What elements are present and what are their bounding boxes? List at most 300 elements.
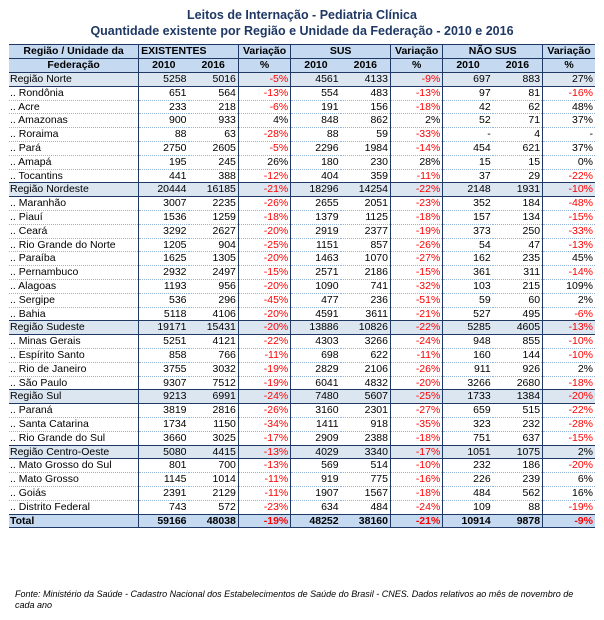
- value-cell: 495: [493, 307, 543, 321]
- variation-cell: -10%: [390, 459, 442, 473]
- value-cell: -: [443, 128, 493, 142]
- value-cell: 2377: [341, 224, 391, 238]
- variation-cell: -10%: [543, 183, 595, 197]
- value-cell: 13886: [291, 321, 341, 335]
- row-label: Região Sul: [9, 390, 139, 404]
- region-row: [9, 183, 595, 197]
- variation-cell: -22%: [390, 321, 442, 335]
- value-cell: 4029: [291, 445, 341, 459]
- value-cell: 1931: [493, 183, 543, 197]
- variation-cell: -11%: [238, 348, 290, 362]
- row-label: .. Amazonas: [9, 114, 139, 128]
- region-row: [9, 321, 595, 335]
- region-row: [9, 390, 595, 404]
- value-cell: 245: [189, 155, 239, 169]
- value-cell: 1145: [139, 473, 189, 487]
- value-cell: 564: [189, 86, 239, 100]
- value-cell: 4133: [341, 73, 391, 87]
- variation-cell: -16%: [390, 473, 442, 487]
- row-label: Região Centro-Oeste: [9, 445, 139, 459]
- value-cell: 1151: [291, 238, 341, 252]
- variation-cell: -17%: [238, 431, 290, 445]
- value-cell: 5285: [443, 321, 493, 335]
- variation-cell: -22%: [543, 169, 595, 183]
- variation-cell: -15%: [543, 210, 595, 224]
- value-cell: 9878: [493, 514, 543, 528]
- value-cell: 29: [493, 169, 543, 183]
- year-header: 2010: [139, 59, 189, 73]
- table-row: [9, 473, 595, 487]
- value-cell: 1305: [189, 252, 239, 266]
- table-row: [9, 307, 595, 321]
- beds-table: [9, 44, 595, 528]
- variation-cell: -22%: [238, 335, 290, 349]
- value-cell: 19171: [139, 321, 189, 335]
- value-cell: 160: [443, 348, 493, 362]
- table-row: [9, 279, 595, 293]
- value-cell: 1259: [189, 210, 239, 224]
- value-cell: 48252: [291, 514, 341, 528]
- value-cell: 918: [341, 417, 391, 431]
- value-cell: 20444: [139, 183, 189, 197]
- value-cell: 4415: [189, 445, 239, 459]
- variation-cell: 4%: [238, 114, 290, 128]
- variation-cell: -17%: [390, 445, 442, 459]
- value-cell: 484: [443, 486, 493, 500]
- value-cell: 857: [341, 238, 391, 252]
- value-cell: 569: [291, 459, 341, 473]
- value-cell: 483: [341, 86, 391, 100]
- value-cell: 230: [341, 155, 391, 169]
- value-cell: 109: [443, 500, 493, 514]
- value-cell: 4303: [291, 335, 341, 349]
- variation-cell: -26%: [390, 362, 442, 376]
- value-cell: 743: [139, 500, 189, 514]
- table-row: [9, 155, 595, 169]
- table-row: [9, 431, 595, 445]
- variation-cell: -26%: [390, 238, 442, 252]
- value-cell: 3266: [341, 335, 391, 349]
- value-cell: 9307: [139, 376, 189, 390]
- variation-cell: -20%: [238, 279, 290, 293]
- variation-cell: 0%: [543, 155, 595, 169]
- value-cell: 1051: [443, 445, 493, 459]
- row-label: .. Amapá: [9, 155, 139, 169]
- table-row: [9, 500, 595, 514]
- variation-cell: 37%: [543, 141, 595, 155]
- value-cell: 59: [443, 293, 493, 307]
- variation-cell: 16%: [543, 486, 595, 500]
- row-label: .. Piauí: [9, 210, 139, 224]
- value-cell: 1411: [291, 417, 341, 431]
- value-cell: 2605: [189, 141, 239, 155]
- value-cell: 296: [189, 293, 239, 307]
- value-cell: 536: [139, 293, 189, 307]
- table-row: [9, 335, 595, 349]
- variation-cell: -26%: [238, 197, 290, 211]
- value-cell: 1014: [189, 473, 239, 487]
- variation-cell: -24%: [390, 335, 442, 349]
- variation-cell: -20%: [238, 224, 290, 238]
- table-row: [9, 238, 595, 252]
- variation-cell: -6%: [238, 100, 290, 114]
- value-cell: 6041: [291, 376, 341, 390]
- row-label: Região Norte: [9, 73, 139, 87]
- row-label: .. Rio Grande do Sul: [9, 431, 139, 445]
- value-cell: 2148: [443, 183, 493, 197]
- value-cell: 527: [443, 307, 493, 321]
- value-cell: 180: [291, 155, 341, 169]
- row-label: .. São Paulo: [9, 376, 139, 390]
- value-cell: 7512: [189, 376, 239, 390]
- variation-cell: -20%: [390, 376, 442, 390]
- value-cell: 162: [443, 252, 493, 266]
- value-cell: 900: [139, 114, 189, 128]
- row-label: .. Espírito Santo: [9, 348, 139, 362]
- value-cell: 10826: [341, 321, 391, 335]
- variation-cell: -20%: [238, 321, 290, 335]
- value-cell: 1625: [139, 252, 189, 266]
- row-label: .. Alagoas: [9, 279, 139, 293]
- value-cell: 235: [493, 252, 543, 266]
- value-cell: 97: [443, 86, 493, 100]
- value-cell: 4561: [291, 73, 341, 87]
- value-cell: 16185: [189, 183, 239, 197]
- table-row: [9, 114, 595, 128]
- value-cell: 4: [493, 128, 543, 142]
- value-cell: 858: [139, 348, 189, 362]
- value-cell: 134: [493, 210, 543, 224]
- table-row: [9, 348, 595, 362]
- variation-cell: -12%: [238, 169, 290, 183]
- variation-cell: -18%: [390, 431, 442, 445]
- value-cell: 2388: [341, 431, 391, 445]
- table-row: [9, 100, 595, 114]
- variation-cell: -23%: [238, 500, 290, 514]
- value-cell: 5258: [139, 73, 189, 87]
- row-label: .. Acre: [9, 100, 139, 114]
- value-cell: 47: [493, 238, 543, 252]
- value-cell: 572: [189, 500, 239, 514]
- value-cell: 359: [341, 169, 391, 183]
- row-label: .. Paraná: [9, 404, 139, 418]
- total-row: [9, 514, 595, 528]
- variation-cell: -20%: [543, 390, 595, 404]
- variation-cell: -21%: [390, 307, 442, 321]
- variation-cell: -13%: [238, 459, 290, 473]
- group-header-sus: SUS: [291, 45, 391, 59]
- variation-cell: -10%: [543, 348, 595, 362]
- value-cell: 1733: [443, 390, 493, 404]
- year-header: 2010: [443, 59, 493, 73]
- value-cell: 37: [443, 169, 493, 183]
- region-header-line2: Federação: [9, 59, 139, 73]
- value-cell: 3160: [291, 404, 341, 418]
- value-cell: 3660: [139, 431, 189, 445]
- value-cell: 477: [291, 293, 341, 307]
- table-row: [9, 169, 595, 183]
- variation-cell: -26%: [238, 404, 290, 418]
- value-cell: 2816: [189, 404, 239, 418]
- row-label: .. Mato Grosso do Sul: [9, 459, 139, 473]
- value-cell: 236: [341, 293, 391, 307]
- value-cell: 956: [189, 279, 239, 293]
- value-cell: 1463: [291, 252, 341, 266]
- value-cell: 2051: [341, 197, 391, 211]
- value-cell: 2186: [341, 266, 391, 280]
- value-cell: 157: [443, 210, 493, 224]
- value-cell: 2497: [189, 266, 239, 280]
- row-label: .. Paraíba: [9, 252, 139, 266]
- value-cell: 1384: [493, 390, 543, 404]
- value-cell: 59: [341, 128, 391, 142]
- variation-cell: -28%: [543, 417, 595, 431]
- variation-cell: -: [543, 128, 595, 142]
- value-cell: 651: [139, 86, 189, 100]
- variation-cell: -15%: [238, 266, 290, 280]
- percent-header: %: [390, 59, 442, 73]
- table-row: [9, 404, 595, 418]
- region-header: Região / Unidade da: [9, 45, 139, 59]
- value-cell: 659: [443, 404, 493, 418]
- value-cell: 14254: [341, 183, 391, 197]
- value-cell: 232: [443, 459, 493, 473]
- value-cell: 766: [189, 348, 239, 362]
- variation-cell: -19%: [238, 514, 290, 528]
- variation-cell: 26%: [238, 155, 290, 169]
- value-cell: 361: [443, 266, 493, 280]
- value-cell: 2680: [493, 376, 543, 390]
- variation-cell: -18%: [390, 210, 442, 224]
- table-row: [9, 486, 595, 500]
- value-cell: 1984: [341, 141, 391, 155]
- variation-cell: -33%: [543, 224, 595, 238]
- value-cell: 933: [189, 114, 239, 128]
- value-cell: 15: [443, 155, 493, 169]
- variation-cell: 48%: [543, 100, 595, 114]
- value-cell: 554: [291, 86, 341, 100]
- value-cell: 63: [189, 128, 239, 142]
- row-label: .. Distrito Federal: [9, 500, 139, 514]
- value-cell: 2750: [139, 141, 189, 155]
- value-cell: 2235: [189, 197, 239, 211]
- value-cell: 637: [493, 431, 543, 445]
- variation-cell: -19%: [390, 224, 442, 238]
- value-cell: 54: [443, 238, 493, 252]
- value-cell: 5016: [189, 73, 239, 87]
- variation-cell: -28%: [238, 128, 290, 142]
- value-cell: 622: [341, 348, 391, 362]
- table-row: [9, 376, 595, 390]
- variation-cell: -11%: [238, 486, 290, 500]
- variation-cell: -9%: [543, 514, 595, 528]
- value-cell: 103: [443, 279, 493, 293]
- value-cell: 88: [139, 128, 189, 142]
- variation-cell: -45%: [238, 293, 290, 307]
- value-cell: 60: [493, 293, 543, 307]
- value-cell: 218: [189, 100, 239, 114]
- variation-cell: -20%: [543, 459, 595, 473]
- value-cell: 4605: [493, 321, 543, 335]
- variation-cell: 28%: [390, 155, 442, 169]
- value-cell: 1567: [341, 486, 391, 500]
- value-cell: 191: [291, 100, 341, 114]
- variation-cell: -22%: [390, 183, 442, 197]
- value-cell: 3340: [341, 445, 391, 459]
- value-cell: 2919: [291, 224, 341, 238]
- value-cell: 184: [493, 197, 543, 211]
- value-cell: 926: [493, 362, 543, 376]
- row-label: .. Ceará: [9, 224, 139, 238]
- row-label: .. Minas Gerais: [9, 335, 139, 349]
- variation-cell: -24%: [238, 390, 290, 404]
- value-cell: 484: [341, 500, 391, 514]
- variation-cell: 45%: [543, 252, 595, 266]
- variation-cell: -13%: [543, 238, 595, 252]
- group-header-existentes: EXISTENTES: [139, 45, 239, 59]
- value-cell: 88: [291, 128, 341, 142]
- value-cell: 232: [493, 417, 543, 431]
- variation-cell: -25%: [390, 390, 442, 404]
- value-cell: 7480: [291, 390, 341, 404]
- year-header: 2016: [493, 59, 543, 73]
- variation-cell: -9%: [390, 73, 442, 87]
- value-cell: 775: [341, 473, 391, 487]
- variation-cell: -23%: [390, 197, 442, 211]
- value-cell: 700: [189, 459, 239, 473]
- percent-header: %: [238, 59, 290, 73]
- value-cell: 6991: [189, 390, 239, 404]
- row-label: Total: [9, 514, 139, 528]
- value-cell: 5607: [341, 390, 391, 404]
- value-cell: 5118: [139, 307, 189, 321]
- value-cell: 239: [493, 473, 543, 487]
- value-cell: 1075: [493, 445, 543, 459]
- value-cell: 2106: [341, 362, 391, 376]
- value-cell: 404: [291, 169, 341, 183]
- value-cell: 634: [291, 500, 341, 514]
- variation-cell: -32%: [390, 279, 442, 293]
- value-cell: 1070: [341, 252, 391, 266]
- value-cell: 948: [443, 335, 493, 349]
- variation-cell: -13%: [390, 86, 442, 100]
- value-cell: 9213: [139, 390, 189, 404]
- row-label: .. Tocantins: [9, 169, 139, 183]
- value-cell: 855: [493, 335, 543, 349]
- year-header: 2010: [291, 59, 341, 73]
- value-cell: 71: [493, 114, 543, 128]
- value-cell: 1536: [139, 210, 189, 224]
- value-cell: 48038: [189, 514, 239, 528]
- variation-cell: -18%: [238, 210, 290, 224]
- variation-cell: -5%: [238, 141, 290, 155]
- table-row: [9, 293, 595, 307]
- year-header: 2016: [189, 59, 239, 73]
- variation-cell: -33%: [390, 128, 442, 142]
- value-cell: 2627: [189, 224, 239, 238]
- value-cell: 59166: [139, 514, 189, 528]
- value-cell: 848: [291, 114, 341, 128]
- value-cell: 388: [189, 169, 239, 183]
- variation-cell: -5%: [238, 73, 290, 87]
- value-cell: 1205: [139, 238, 189, 252]
- value-cell: 81: [493, 86, 543, 100]
- value-cell: 62: [493, 100, 543, 114]
- value-cell: 195: [139, 155, 189, 169]
- variation-header: Variação: [238, 45, 290, 59]
- value-cell: 38160: [341, 514, 391, 528]
- variation-cell: -25%: [238, 238, 290, 252]
- value-cell: 2571: [291, 266, 341, 280]
- row-label: Região Nordeste: [9, 183, 139, 197]
- variation-cell: -19%: [238, 376, 290, 390]
- value-cell: 697: [443, 73, 493, 87]
- value-cell: 3025: [189, 431, 239, 445]
- value-cell: 3007: [139, 197, 189, 211]
- value-cell: 226: [443, 473, 493, 487]
- variation-cell: -21%: [390, 514, 442, 528]
- value-cell: 2296: [291, 141, 341, 155]
- value-cell: 42: [443, 100, 493, 114]
- value-cell: 3755: [139, 362, 189, 376]
- value-cell: 1379: [291, 210, 341, 224]
- variation-cell: -14%: [543, 266, 595, 280]
- group-header-nao-sus: NÃO SUS: [443, 45, 543, 59]
- row-label: .. Goiás: [9, 486, 139, 500]
- value-cell: 10914: [443, 514, 493, 528]
- value-cell: 88: [493, 500, 543, 514]
- value-cell: 5080: [139, 445, 189, 459]
- value-cell: 233: [139, 100, 189, 114]
- variation-cell: 37%: [543, 114, 595, 128]
- value-cell: 1907: [291, 486, 341, 500]
- variation-cell: 2%: [390, 114, 442, 128]
- variation-cell: -18%: [390, 486, 442, 500]
- table-row: [9, 252, 595, 266]
- value-cell: 862: [341, 114, 391, 128]
- variation-cell: -22%: [543, 404, 595, 418]
- variation-cell: 2%: [543, 362, 595, 376]
- variation-cell: -14%: [390, 141, 442, 155]
- value-cell: 4832: [341, 376, 391, 390]
- value-cell: 3611: [341, 307, 391, 321]
- variation-cell: -27%: [390, 252, 442, 266]
- variation-cell: -15%: [390, 266, 442, 280]
- value-cell: 562: [493, 486, 543, 500]
- row-label: .. Pará: [9, 141, 139, 155]
- value-cell: 3266: [443, 376, 493, 390]
- value-cell: 801: [139, 459, 189, 473]
- value-cell: 5251: [139, 335, 189, 349]
- value-cell: 4121: [189, 335, 239, 349]
- value-cell: 2829: [291, 362, 341, 376]
- value-cell: 15: [493, 155, 543, 169]
- variation-cell: -10%: [543, 335, 595, 349]
- variation-cell: -11%: [390, 348, 442, 362]
- row-label: .. Maranhão: [9, 197, 139, 211]
- value-cell: 250: [493, 224, 543, 238]
- variation-cell: 6%: [543, 473, 595, 487]
- value-cell: 1150: [189, 417, 239, 431]
- value-cell: 741: [341, 279, 391, 293]
- value-cell: 2932: [139, 266, 189, 280]
- variation-cell: -13%: [238, 445, 290, 459]
- value-cell: 352: [443, 197, 493, 211]
- table-row: [9, 197, 595, 211]
- value-cell: 144: [493, 348, 543, 362]
- variation-cell: -48%: [543, 197, 595, 211]
- source-footnote: Fonte: Ministério da Saúde - Cadastro Nacional dos Estabelecimentos de Saúde do Brasil - CNES. Dados relativos ao mês de novembro de cada ano: [15, 589, 574, 610]
